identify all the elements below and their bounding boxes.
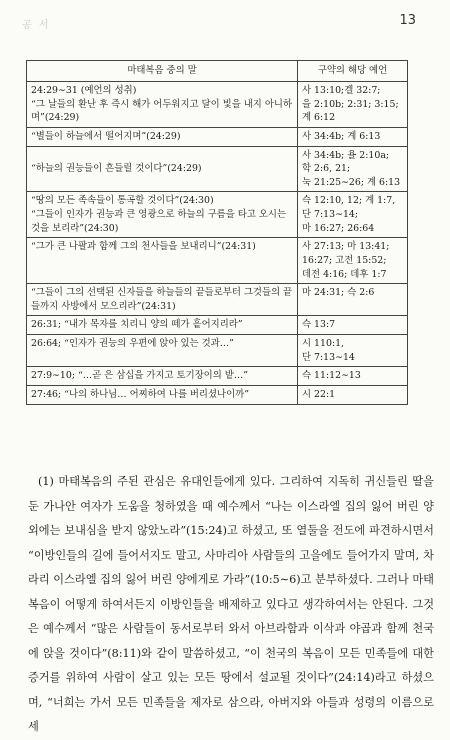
table-row: [27, 146, 408, 192]
table-cell-reference: 슥 13:7: [302, 319, 336, 331]
table-cell-reference: 사 34:4b; 욜 2:10a; 학 2:6, 21; 눅 21:25∼26; 계 6:13: [302, 149, 401, 188]
table-cell-matthew: 26:64; “인자가 권능의 우편에 앉아 있는 것과…”: [31, 338, 234, 349]
body-paragraph: (1) 마태복음의 주된 관심은 유대인들에게 있다. 그리하여 지독히 귀신들린 딸을 둔 가나안 여자가 도움을 청하였을 때 예수께서 “나는 이스라엘 집의 잃어 버린 양 외에는 보내심을 받지 않았노라”(15:24)고 하셨고, 또 열둘을 전도에 파견하시면서 “이방인들의 길에 들어서지도 말고, 사마리아 사람들의 고을에도 들어가지 말며, 차라리 이스라엘 집의 잃어 버린 양에게로 가라”(10:5∼6)고 분부하셨다. 그러나 마태복음이 어떻게 하여서든지 이방인들을 배제하고 있다고 생각하여서는 안된다. 그것은 예수께서 “많은 사람들이 동서로부터 와서 아브라함과 이삭과 야곱과 함께 천국에 앉을 것이다”(8:11)와 같이 말씀하셨고, “이 천국의 복음이 모든 민족들에 대한 증거를 위하여 사람이 살고 있는 모든 땅에서 설교될 것이다”(24:14)라고 하셨으며, “너희는 가서 모든 민족들을 제자로 삼으라, 아버지와 아들과 성령의 이름으로 세: [28, 475, 434, 733]
table-cell-matthew: “그들이 그의 선택된 신자들을 하늘들의 끝들로부터 그것들의 끝들까지 사방에서 모으리라”(24:31): [31, 287, 293, 312]
table-cell-reference: 슥 12:10, 12; 계 1:7, 단 7:13∼14; 마 16:27; 26:64: [302, 195, 396, 234]
table-row: [27, 316, 408, 335]
table-row: [27, 127, 408, 146]
table-cell-matthew: 26:31; “내가 목자를 치리니 양의 떼가 흩어지리라”: [31, 319, 243, 331]
table-cell-reference: 시 110:1, 단 7:13∼14: [302, 338, 355, 363]
table-cell-reference: 사 13:10;겔 32:7; 을 2:10b; 2:31; 3:15; 계 6:12: [302, 85, 399, 124]
table-header-row: [27, 61, 408, 82]
table-cell-matthew: “하늘의 권능들이 흔들릴 것이다”(24:29): [31, 163, 202, 175]
table-row: [27, 82, 408, 128]
table-cell-matthew: “별들이 하늘에서 떨어지며”(24:29): [31, 130, 181, 142]
table-row: [27, 284, 408, 316]
page-header: [22, 12, 428, 32]
table-cell-matthew: 27:46; “나의 하나님… 어찌하여 나를 버리셨나이까”: [31, 388, 249, 400]
table-cell-reference: 시 22:1: [302, 388, 336, 400]
table-row: [27, 335, 408, 367]
table-cell-reference: 사 34:4b; 계 6:13: [302, 130, 381, 142]
table-cell-matthew: 24:29∼31 (예언의 성취) “그 날들의 환난 후 즉시 해가 어두워지고 달이 빛을 내지 아니하며”(24:29): [31, 85, 293, 124]
table-cell-matthew: “땅의 모든 족속들이 통곡할 것이다”(24:30) “그들이 인자가 권능과 큰 영광으로 하늘의 구름을 타고 오시는 것을 보리라”(24:30): [31, 195, 287, 234]
page-number: 13: [399, 13, 416, 28]
column-header-matthew: 마태복음 중의 말: [27, 61, 298, 82]
table-cell-matthew: 27:9∼10; “…곧 은 삼십을 가지고 토기장이의 밭…”: [31, 370, 249, 382]
table-cell-reference: 슥 11:12∼13: [302, 370, 361, 382]
table-cell-reference: 사 27:13; 마 13:41; 16:27; 고전 15:52; 데전 4:16; 데후 1:7: [302, 241, 390, 280]
table-row: [27, 192, 408, 238]
table-cell-matthew: “그가 큰 나팔과 함께 그의 천사들을 보내리니”(24:31): [31, 241, 256, 253]
running-header: 공 서: [22, 20, 51, 31]
comparison-table: [26, 60, 408, 405]
table-row: [27, 238, 408, 284]
column-header-ot: 구약의 해당 예언: [298, 61, 408, 82]
table-cell-reference: 마 24:31; 슥 2:6: [302, 287, 375, 299]
body-text: [28, 470, 434, 740]
table-row: [27, 385, 408, 404]
table-row: [27, 367, 408, 386]
